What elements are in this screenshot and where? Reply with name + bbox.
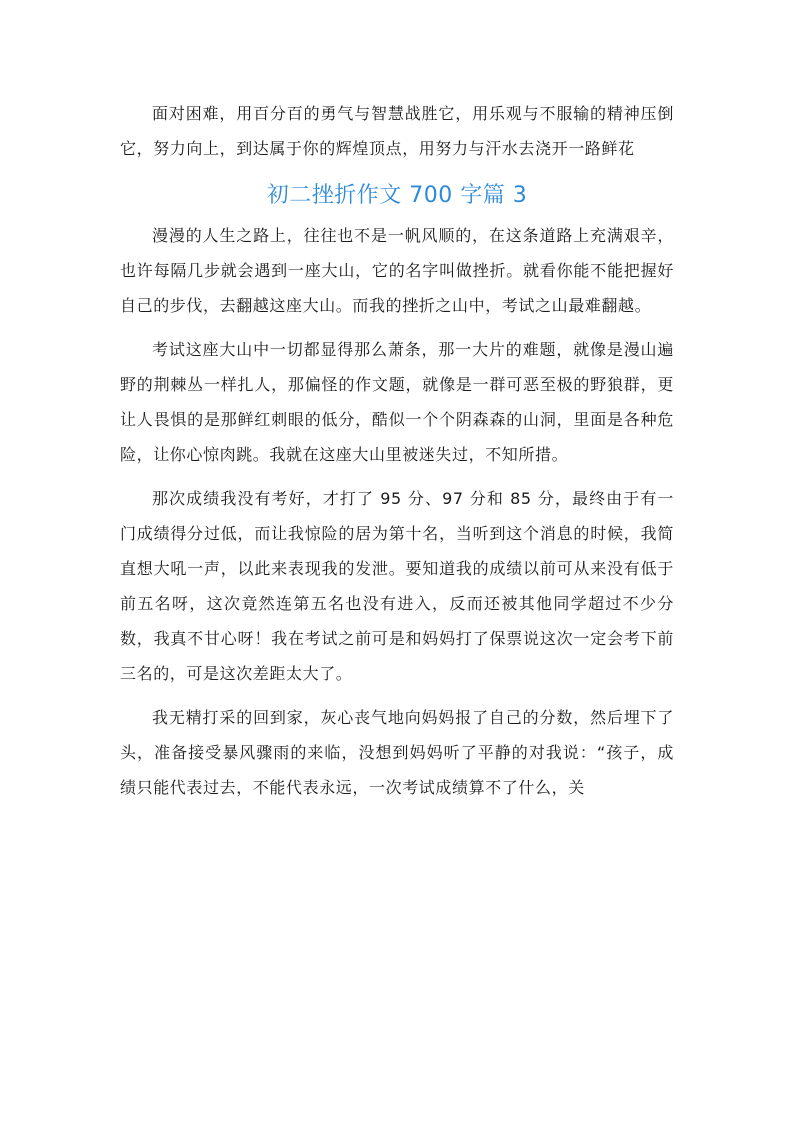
section-title: 初二挫折作文 700 字篇 3: [266, 183, 528, 208]
body-paragraph-2: 考试这座大山中一切都显得那么萧条，那一大片的难题，就像是漫山遍野的荆棘丛一样扎人，那偏怪的作文题，就像是一群可恶至极的野狼群，更让人畏惧的是那鲜红刺眼的低分，酷似一个个阴森森的山洞，里面是各种危险，让你心惊肉跳。我就在这座大山里被迷失过，不知所措。: [120, 340, 674, 464]
body-paragraph-3: 那次成绩我没有考好，才打了 95 分、97 分和 85 分，最终由于有一门成绩得分过低，而让我惊险的居为第十名，当听到这个消息的时候，我简直想大吼一声，以此来表现我的发泄。要知道我的成绩以前可从来没有低于前五名呀，这次竟然连第五名也没有进入，反而还被其他同学超过不少分数，我真不甘心呀！我在考试之前可是和妈妈打了保票说这次一定会考下前三名的，可是这次差距太大了。: [120, 489, 674, 683]
intro-paragraph: 面对困难，用百分百的勇气与智慧战胜它，用乐观与不服输的精神压倒它，努力向上，到达属于你的辉煌顶点，用努力与汗水去浇开一路鲜花: [120, 104, 674, 158]
body-paragraph-1: 漫漫的人生之路上，往往也不是一帆风顺的，在这条道路上充满艰辛，也许每隔几步就会遇到一座大山，它的名字叫做挫折。就看你能不能把握好自己的步伐，去翻越这座大山。而我的挫折之山中，考试之山最难翻越。: [120, 226, 674, 315]
body-paragraph-4: 我无精打采的回到家，灰心丧气地向妈妈报了自己的分数，然后埋下了头，准备接受暴风骤雨的来临，没想到妈妈听了平静的对我说：“孩子，成绩只能代表过去，不能代表永远，一次考试成绩算不了什么，关: [120, 708, 674, 797]
